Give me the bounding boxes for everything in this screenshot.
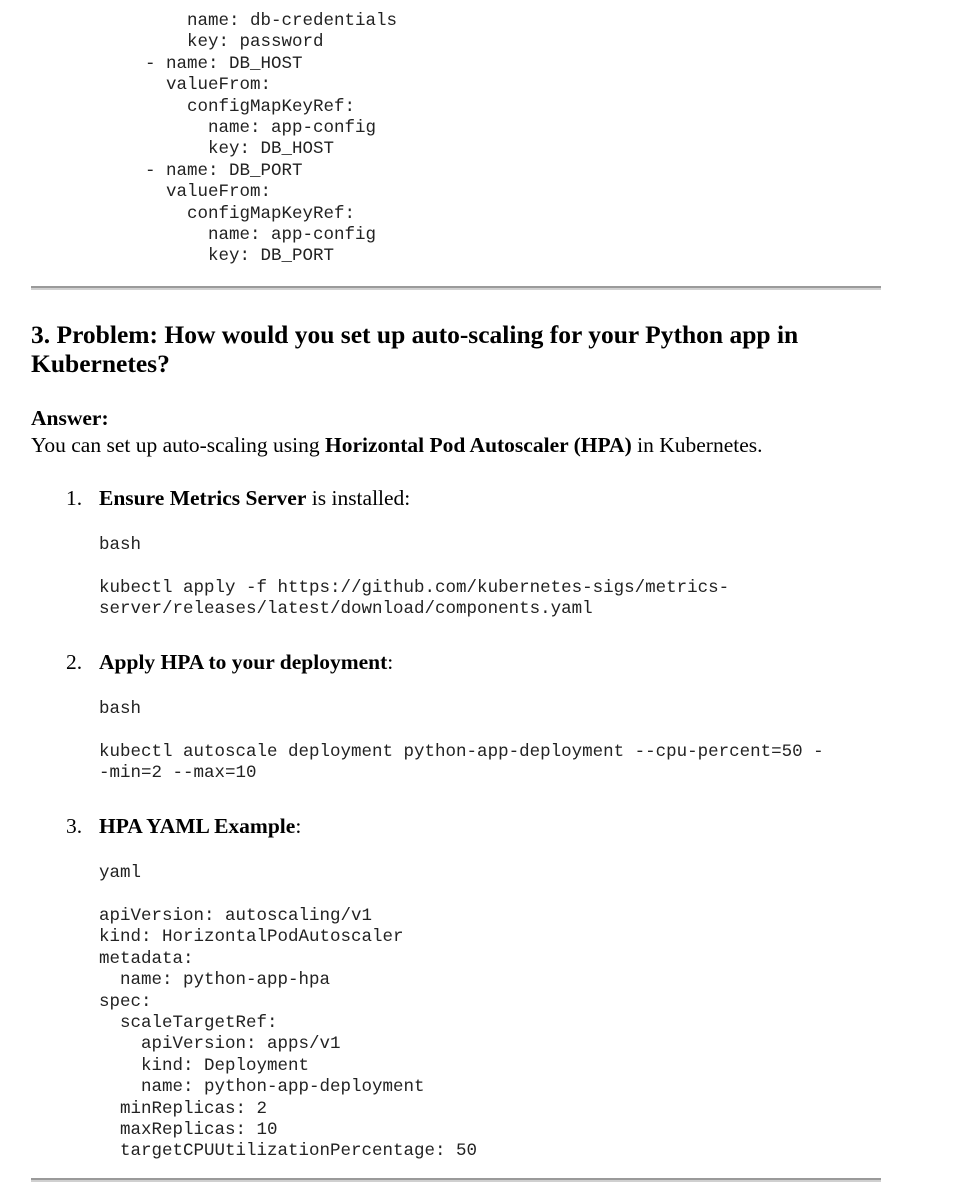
code-block: kubectl apply -f https://github.com/kubernetes-sigs/metrics- server/releases/latest/download/components.yaml [99, 578, 730, 620]
step-number: 1. [66, 486, 83, 510]
problem-heading: 3. Problem: How would you set up auto-scaling for your Python app in Kubernetes? [31, 320, 799, 378]
code-block: apiVersion: autoscaling/v1 kind: HorizontalPodAutoscaler metadata: name: python-app-hpa spec: scaleTargetRef: apiVersion: apps/v1 kind: Deployment name: python-app-deployment minReplicas: 2 maxReplicas: 10 targetCPUUtilizationPercentage: 50 [99, 906, 478, 1162]
env-vars-code-block: name: db-credentials key: password - name: DB_HOST valueFrom: configMapKeyRef: name: app-config key: DB_HOST - name: DB_PORT valueFrom: configMapKeyRef: name: app-config key: DB_PORT [145, 11, 398, 267]
answer-label: Answer: [31, 406, 109, 430]
code-language-label: yaml [99, 863, 142, 883]
step-item [66, 649, 393, 675]
answer-text-pre: You can set up auto-scaling using [31, 433, 326, 457]
code-language-label: bash [99, 699, 142, 719]
answer-text-post: in Kubernetes. [631, 433, 763, 457]
step-item [66, 485, 410, 511]
step-title: Ensure Metrics Server [99, 486, 307, 510]
code-block: kubectl autoscale deployment python-app-deployment --cpu-percent=50 - -min=2 --max=10 [99, 742, 824, 784]
answer-text [31, 432, 763, 459]
step-number: 2. [66, 650, 83, 674]
answer-text-bold: Horizontal Pod Autoscaler (HPA) [325, 433, 632, 457]
step-rest: : [295, 814, 302, 838]
step-rest: : [387, 650, 394, 674]
answer-block [31, 405, 763, 459]
step-rest: is installed: [306, 486, 411, 510]
step-item [66, 813, 301, 839]
step-title: HPA YAML Example [99, 814, 296, 838]
horizontal-divider [31, 1178, 881, 1182]
horizontal-divider [31, 286, 881, 290]
step-title: Apply HPA to your deployment [99, 650, 388, 674]
step-number: 3. [66, 814, 83, 838]
code-language-label: bash [99, 535, 142, 555]
